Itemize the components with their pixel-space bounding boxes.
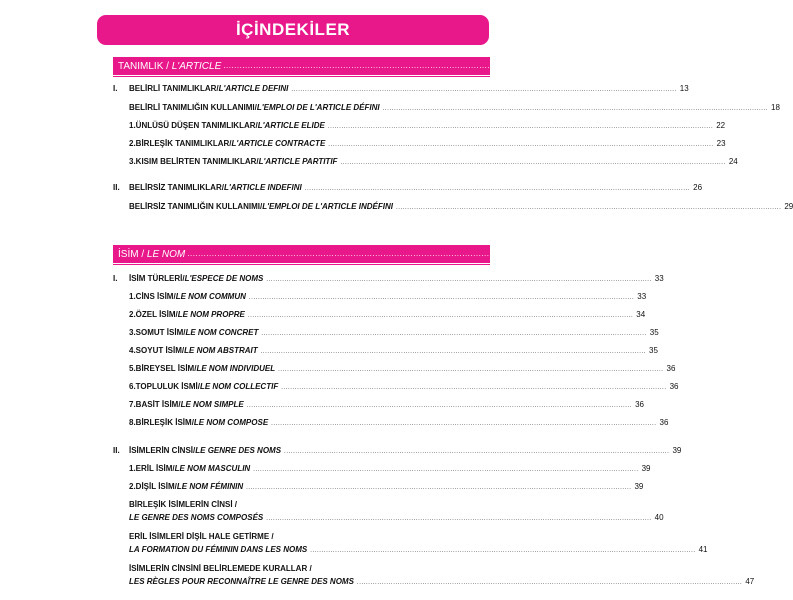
entry-page: 24 bbox=[728, 157, 738, 166]
entry-title-fr: LE NOM COMMUN bbox=[175, 292, 246, 301]
roman-numeral: II. bbox=[113, 183, 120, 192]
entry-page: 36 bbox=[635, 400, 644, 409]
entry-page: 36 bbox=[669, 382, 679, 391]
dot-leader: .......................................................................................................................................................................... bbox=[395, 205, 782, 211]
toc-entry[interactable]: BELİRLİ TANIMLIKLAR / L'ARTICLE DEFINI .......................................................................................................................................................................... 13 bbox=[129, 84, 689, 93]
section-page: 13 bbox=[688, 61, 698, 71]
dot-leader: .......................................................................................................................................................................... bbox=[281, 385, 667, 391]
entry-page: 34 bbox=[636, 310, 646, 319]
dot-leader: .......................................................................................................................................................................... bbox=[247, 313, 634, 319]
dot-leader: .......................................................................................................................................................................... bbox=[291, 87, 677, 93]
section-page: 33 bbox=[652, 249, 662, 259]
entry-title-fr: LE NOM FÉMININ bbox=[176, 482, 244, 491]
toc-entry[interactable]: 1. ERİL İSİM / LE NOM MASCULIN .......................................................................................................................................................................... 39 bbox=[129, 464, 651, 473]
entry-title-tr: TOPLULUK İSMİ bbox=[135, 382, 198, 391]
entry-page: 33 bbox=[654, 274, 664, 283]
entry-page: 39 bbox=[641, 464, 651, 473]
entry-title-tr: İSİMLERİN CİNSİ bbox=[129, 446, 194, 455]
entry-title-tr: ERİL İSİM bbox=[135, 464, 173, 473]
entry-title-fr: L'ARTICLE INDEFINI bbox=[223, 183, 302, 192]
entry-title-fr: LE NOM ABSTRAIT bbox=[184, 346, 258, 355]
entry-title-tr: ERİL İSİMLERİ DİŞİL HALE GETİRME / bbox=[129, 532, 274, 541]
section-header-article[interactable]: TANIMLIK / L'ARTICLE .......................................................................................................................................................................... 13 bbox=[113, 57, 490, 75]
entry-title-tr: BELİRLİ TANIMLIĞIN KULLANIMI bbox=[129, 103, 255, 112]
entry-number: 1. bbox=[129, 121, 136, 130]
entry-title-fr: L'ARTICLE CONTRACTE bbox=[231, 139, 326, 148]
entry-title-fr: LE NOM PROPRE bbox=[177, 310, 245, 319]
roman-numeral: I. bbox=[113, 84, 118, 93]
dot-leader: .......................................................................................................................................................................... bbox=[304, 186, 691, 192]
dot-leader: .......................................................................................................................................................................... bbox=[284, 449, 670, 455]
entry-title-fr: LE NOM CONCRET bbox=[185, 328, 259, 337]
entry-number: 8. bbox=[129, 418, 136, 427]
dot-leader: .......................................................................................................................................................................... bbox=[187, 249, 651, 258]
dot-leader: .......................................................................................................................................................................... bbox=[266, 516, 652, 522]
dot-leader: .......................................................................................................................................................................... bbox=[328, 142, 714, 148]
entry-page: 18 bbox=[771, 103, 780, 112]
entry-page: 39 bbox=[672, 446, 682, 455]
entry-title-fr: L'ESPECE DE NOMS bbox=[184, 274, 264, 283]
toc-entry[interactable] bbox=[129, 545, 708, 556]
section-divider bbox=[113, 76, 490, 77]
section-label-tr: İSİM bbox=[118, 248, 139, 260]
entry-title-tr: BASİT İSİM bbox=[135, 400, 179, 409]
toc-entry[interactable]: 3. SOMUT İSİM / LE NOM CONCRET .......................................................................................................................................................................... 35 bbox=[129, 328, 659, 337]
dot-leader: .......................................................................................................................................................................... bbox=[271, 421, 657, 427]
roman-numeral: I. bbox=[113, 274, 118, 283]
entry-title-tr: BİRLEŞİK İSİMLERİN CİNSİ / bbox=[129, 500, 238, 509]
dot-leader: .......................................................................................................................................................................... bbox=[278, 367, 664, 373]
dot-leader: .......................................................................................................................................................................... bbox=[246, 403, 633, 409]
toc-entry[interactable]: 1. CİNS İSİM / LE NOM COMMUN .......................................................................................................................................................................... 33 bbox=[129, 292, 647, 301]
roman-numeral: II. bbox=[113, 446, 120, 455]
entry-number: 2. bbox=[129, 482, 136, 491]
entry-title-fr: L'ARTICLE DEFINI bbox=[218, 84, 289, 93]
entry-number: 2. bbox=[129, 139, 136, 148]
entry-page: 40 bbox=[654, 513, 664, 522]
toc-entry[interactable]: 4. SOYUT İSİM / LE NOM ABSTRAIT .......................................................................................................................................................................... 35 bbox=[129, 346, 658, 355]
entry-title-tr: BİREYSEL İSİM bbox=[135, 364, 195, 373]
entry-page: 22 bbox=[716, 121, 726, 130]
entry-title-fr: LE NOM SIMPLE bbox=[180, 400, 244, 409]
toc-entry[interactable]: 1. ÜNLÜSÜ DÜŞEN TANIMLIKLAR / L'ARTICLE ELIDE .......................................................................................................................................................................... 22 bbox=[129, 121, 726, 130]
entry-title-tr: CİNS İSİM bbox=[135, 292, 174, 301]
dot-leader: .......................................................................................................................................................................... bbox=[382, 106, 769, 112]
entry-number: 5. bbox=[129, 364, 136, 373]
entry-title-fr: L'EMPLOI DE L'ARTICLE DÉFINI bbox=[256, 103, 380, 112]
entry-title-tr: SOYUT İSİM bbox=[135, 346, 182, 355]
entry-title-fr: L'ARTICLE PARTITIF bbox=[258, 157, 338, 166]
toc-entry[interactable]: BELİRSİZ TANIMLIKLAR / L'ARTICLE INDEFINI .......................................................................................................................................................................... 26 bbox=[129, 183, 703, 192]
entry-title-fr: LE NOM MASCULIN bbox=[174, 464, 251, 473]
toc-entry[interactable]: 6. TOPLULUK İSMİ / LE NOM COLLECTIF .......................................................................................................................................................................... 36 bbox=[129, 382, 679, 391]
page-title: İÇİNDEKİLER bbox=[97, 15, 489, 45]
toc-entry[interactable]: BELİRSİZ TANIMLIĞIN KULLANIMI / L'EMPLOI DE L'ARTICLE INDÉFINI .......................................................................................................................................................................... 29 bbox=[129, 202, 793, 211]
entry-page: 23 bbox=[716, 139, 726, 148]
entry-title-fr: L'EMPLOI DE L'ARTICLE INDÉFINI bbox=[262, 202, 393, 211]
entry-number: 2. bbox=[129, 310, 136, 319]
dot-leader: .......................................................................................................................................................................... bbox=[261, 331, 647, 337]
dot-leader: .......................................................................................................................................................................... bbox=[356, 580, 743, 586]
entry-title-fr: LES RÈGLES POUR RECONNAÎTRE LE GENRE DES NOMS bbox=[129, 577, 354, 586]
entry-page: 35 bbox=[649, 328, 659, 337]
entry-title-fr: LE GENRE DES NOMS bbox=[195, 446, 282, 455]
entry-title-fr: LE NOM INDIVIDUEL bbox=[196, 364, 276, 373]
toc-entry[interactable]: İSİMLERİN CİNSİ / LE GENRE DES NOMS .......................................................................................................................................................................... 39 bbox=[129, 446, 682, 455]
dot-leader: .......................................................................................................................................................................... bbox=[246, 485, 632, 491]
section-label-fr: L'ARTICLE bbox=[171, 60, 222, 72]
entry-page: 36 bbox=[659, 418, 669, 427]
dot-leader: .......................................................................................................................................................................... bbox=[327, 124, 714, 130]
entry-title-fr: LE NOM COMPOSE bbox=[193, 418, 269, 427]
toc-entry[interactable]: BELİRLİ TANIMLIĞIN KULLANIMI / L'EMPLOI DE L'ARTICLE DÉFINI .......................................................................................................................................................................... 18 bbox=[129, 103, 780, 112]
toc-entry[interactable]: 3. KISIM BELİRTEN TANIMLIKLAR / L'ARTICLE PARTITIF .......................................................................................................................................................................... 24 bbox=[129, 157, 738, 166]
entry-title-tr: İSİMLERİN CİNSİNİ BELİRLEMEDE KURALLAR / bbox=[129, 564, 312, 573]
entry-title-tr: İSİM TÜRLERİ bbox=[129, 274, 183, 283]
entry-number: 3. bbox=[129, 328, 136, 337]
entry-title-fr: LA FORMATION DU FÉMININ DANS LES NOMS bbox=[129, 545, 308, 554]
section-header-noun[interactable]: İSİM / LE NOM .......................................................................................................................................................................... 33 bbox=[113, 245, 490, 263]
entry-page: 39 bbox=[634, 482, 644, 491]
section-label-fr: LE NOM bbox=[146, 248, 186, 260]
entry-page: 41 bbox=[698, 545, 708, 554]
toc-entry[interactable]: İSİM TÜRLERİ / L'ESPECE DE NOMS .......................................................................................................................................................................... 33 bbox=[129, 274, 664, 283]
toc-entry[interactable]: 5. BİREYSEL İSİM / LE NOM INDIVIDUEL .......................................................................................................................................................................... 36 bbox=[129, 364, 676, 373]
entry-number: 1. bbox=[129, 464, 136, 473]
dot-leader: .......................................................................................................................................................................... bbox=[248, 295, 635, 301]
entry-title-tr: BELİRLİ TANIMLIKLAR bbox=[129, 84, 217, 93]
toc-entry[interactable]: 8. BİRLEŞİK İSİM / LE NOM COMPOSE .......................................................................................................................................................................... 36 bbox=[129, 418, 669, 427]
entry-title-tr: BELİRSİZ TANIMLIKLAR bbox=[129, 183, 222, 192]
entry-number: 3. bbox=[129, 157, 136, 166]
entry-title-fr: LE GENRE DES NOMS COMPOSÉS bbox=[129, 513, 264, 522]
entry-page: 26 bbox=[693, 183, 703, 192]
entry-title-tr: ÜNLÜSÜ DÜŞEN TANIMLIKLAR bbox=[135, 121, 256, 130]
entry-title-tr: DİŞİL İSİM bbox=[135, 482, 175, 491]
toc-entry[interactable] bbox=[129, 577, 755, 588]
entry-number: 7. bbox=[129, 400, 136, 409]
entry-page: 47 bbox=[745, 577, 755, 586]
dot-leader: .......................................................................................................................................................................... bbox=[253, 467, 639, 473]
dot-leader: .......................................................................................................................................................................... bbox=[260, 349, 647, 355]
entry-title-fr: L'ARTICLE ELIDE bbox=[257, 121, 325, 130]
dot-leader: .......................................................................................................................................................................... bbox=[340, 160, 726, 166]
dot-leader: .......................................................................................................................................................................... bbox=[223, 61, 687, 70]
entry-page: 13 bbox=[679, 84, 689, 93]
dot-leader: .......................................................................................................................................................................... bbox=[266, 277, 652, 283]
entry-number: 6. bbox=[129, 382, 136, 391]
entry-title-tr: SOMUT İSİM bbox=[135, 328, 184, 337]
entry-title-fr: LE NOM COLLECTIF bbox=[199, 382, 279, 391]
entry-title-tr: BELİRSİZ TANIMLIĞIN KULLANIMI bbox=[129, 202, 260, 211]
entry-number: 1. bbox=[129, 292, 136, 301]
toc-entry[interactable] bbox=[129, 513, 664, 524]
entry-title-tr: ÖZEL İSİM bbox=[135, 310, 176, 319]
entry-title-tr: BİRLEŞİK İSİM bbox=[135, 418, 192, 427]
entry-title-tr: KISIM BELİRTEN TANIMLIKLAR bbox=[135, 157, 257, 166]
entry-page: 35 bbox=[649, 346, 658, 355]
entry-title-tr: BİRLEŞİK TANIMLIKLAR bbox=[135, 139, 230, 148]
toc-entry[interactable]: 2. BİRLEŞİK TANIMLIKLAR / L'ARTICLE CONTRACTE .......................................................................................................................................................................... 23 bbox=[129, 139, 726, 148]
section-divider bbox=[113, 264, 490, 265]
dot-leader: .......................................................................................................................................................................... bbox=[310, 548, 696, 554]
toc-entry[interactable]: 2. ÖZEL İSİM / LE NOM PROPRE .......................................................................................................................................................................... 34 bbox=[129, 310, 646, 319]
entry-page: 33 bbox=[637, 292, 647, 301]
section-label-tr: TANIMLIK bbox=[118, 60, 164, 72]
entry-page: 36 bbox=[666, 364, 676, 373]
toc-entry[interactable]: 2. DİŞİL İSİM / LE NOM FÉMININ .......................................................................................................................................................................... 39 bbox=[129, 482, 644, 491]
entry-page: 29 bbox=[784, 202, 793, 211]
entry-number: 4. bbox=[129, 346, 136, 355]
toc-entry[interactable]: 7. BASİT İSİM / LE NOM SIMPLE .......................................................................................................................................................................... 36 bbox=[129, 400, 644, 409]
